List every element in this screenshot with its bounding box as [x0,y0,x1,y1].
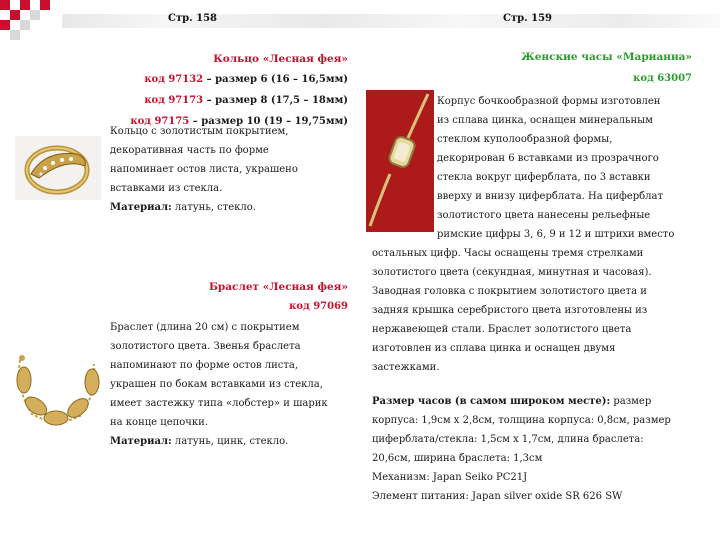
watch-spec-line: корпуса: 1,9см х 2,8см, толщина корпуса: 0,8см, размер [372,415,671,426]
watch-header [420,46,692,90]
watch-spec-line: циферблата/стекла: 1,5см х 1,7см, длина браслета: [372,434,644,445]
ring-title: Кольцо «Лесная фея» [213,53,348,65]
ring-desc-line: напоминает остов листа, украшено [110,164,298,175]
bracelet-desc-line: на конце цепочки. [110,417,209,428]
watch-code: код 63007 [633,73,692,84]
bracelet-material: Материал: латунь, цинк, стекло. [110,436,289,447]
watch-desc-line: стеклом куполообразной формы, [437,134,613,145]
ring-desc-line: декоративная часть по форме [110,145,269,156]
top-bar [0,0,720,40]
bracelet-desc-line: напоминают по форме остов листа, [110,360,299,371]
bracelet-desc-line: золотистого цвета. Звенья браслета [110,341,301,352]
right-page-number: Стр. 159 [503,13,552,24]
ring-code-2: код 97173 – размер 8 (17,5 – 18мм) [144,95,348,106]
watch-desc-line: нержавеющей стали. Браслет золотистого цвета [372,324,632,335]
watch-full-description [372,244,702,377]
left-page-number: Стр. 158 [168,13,217,24]
ring-desc-line: вставками из стекла. [110,183,223,194]
ring-header [100,50,348,132]
ring-photo [15,136,101,200]
watch-title: Женские часы «Марианна» [521,51,692,63]
watch-desc-line: декорирован 6 вставками из прозрачного [437,153,659,164]
watch-desc-line: из сплава цинка, оснащен минеральным [437,115,653,126]
watch-desc-line: римские цифры 3, 6, 9 и 12 и штрихи вместо [437,229,675,240]
watch-photo [366,90,434,232]
watch-spec-line: Механизм: Japan Seiko PC21J [372,472,528,483]
watch-desc-line: Корпус бочкообразной формы изготовлен [437,96,661,107]
ring-desc-line: Кольцо с золотистым покрытием, [110,126,289,137]
watch-desc-line: изготовлен из сплава цинка и оснащен двумя [372,343,616,354]
watch-desc-line: стекла вокруг циферблата, по 3 вставки [437,172,651,183]
ring-code-1: код 97132 – размер 6 (16 – 16,5мм) [144,74,348,85]
watch-spec-line: Элемент питания: Japan silver oxide SR 626 SW [372,491,623,502]
bracelet-desc-line: украшен по бокам вставками из стекла, [110,379,323,390]
ring-description [110,122,360,217]
watch-desc-line: Заводная головка с покрытием золотистого цвета и [372,286,647,297]
checker-pattern-decoration [0,0,60,40]
watch-desc-line: золотистого цвета нанесены рельефные [437,210,651,221]
watch-desc-line: вверху и внизу циферблата. На циферблат [437,191,664,202]
bracelet-code: код 97069 [289,301,348,312]
ring-code-3: код 97175 – размер 10 (19 – 19,75мм) [130,116,348,127]
watch-desc-line: золотистого цвета (секундная, минутная и часовая). [372,267,652,278]
bracelet-header [100,277,348,317]
watch-desc-line: застежками. [372,362,440,373]
header-band [62,14,720,28]
watch-side-description [437,92,697,244]
bracelet-desc-line: имеет застежку типа «лобстер» и шарик [110,398,328,409]
watch-spec-line: 20,6см, ширина браслета: 1,3см [372,453,543,464]
watch-desc-line: задняя крышка серебристого цвета изготовлены из [372,305,648,316]
watch-desc-line: остальных цифр. Часы оснащены тремя стрелками [372,248,644,259]
bracelet-title: Браслет «Лесная фея» [208,281,348,293]
bracelet-desc-line: Браслет (длина 20 см) с покрытием [110,322,300,333]
bracelet-description [110,318,362,451]
watch-specs [372,392,704,506]
watch-size-line: Размер часов (в самом широком месте): размер [372,396,652,407]
ring-material: Материал: латунь, стекло. [110,202,256,213]
bracelet-photo [10,330,102,430]
